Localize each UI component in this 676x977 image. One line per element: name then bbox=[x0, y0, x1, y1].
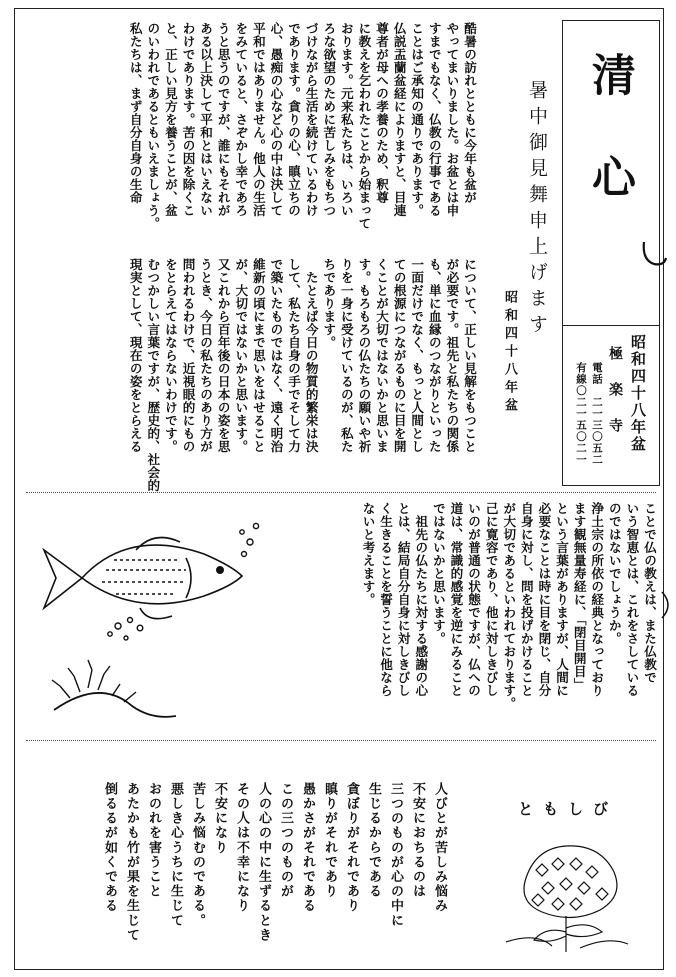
article-mid-col: 現実として、現在の姿をとらえる bbox=[127, 258, 143, 453]
article-bottom-col: という言葉がありますが、人間に bbox=[554, 502, 570, 697]
poem-line: 倒るるが如くである bbox=[102, 782, 117, 914]
article-mid-col: について、正しい見解をもつこと bbox=[462, 258, 477, 453]
article-top-col: やってまいりました。お盆とは申 bbox=[444, 22, 460, 217]
phone-number: 二一三〇五二 bbox=[591, 396, 603, 466]
article-mid-col: ての根源につながるものに目を開 bbox=[391, 258, 407, 453]
article-mid-col: ちであります。 bbox=[321, 258, 337, 349]
article-bottom-col: ます観無量寿経に、「閉目開目」 bbox=[571, 502, 587, 691]
transfer-number: 〇二一五〇二一 bbox=[575, 385, 587, 466]
article-mid-col: 問われるわけで、近視眼的にもの bbox=[180, 258, 196, 453]
article-mid bbox=[116, 258, 478, 492]
article-top-col: すまでもなく、仏教の行事である bbox=[426, 22, 442, 217]
poem-line: あたかも竹が果を生じて bbox=[124, 782, 139, 943]
article-top-col: のいわれであるともいえましょう。 bbox=[145, 22, 161, 230]
article-mid-col: りを一身に受けているのが、私た bbox=[338, 258, 354, 453]
article-bottom-col: ではないかと思います。 bbox=[430, 502, 446, 645]
poem-line: 不安になり bbox=[212, 782, 227, 855]
article-bottom bbox=[248, 502, 658, 730]
poem-line: 不安におちるのは bbox=[410, 782, 425, 899]
masthead-transfer bbox=[574, 362, 589, 466]
article-top-col: 私たちは、まず自分自身の生命 bbox=[127, 22, 143, 204]
article-top-col: をみていると、さぞかし幸であろ bbox=[233, 22, 249, 217]
poem-title: ともしび bbox=[518, 800, 619, 818]
poem-line: 愚かさがそれである bbox=[300, 782, 315, 914]
article-bottom-col: 祖先の仏たちに対する感謝の心 bbox=[413, 502, 429, 697]
greeting-line-1: 暑中御見舞申上げます bbox=[526, 80, 548, 340]
masthead-date: 昭和四十八年盆 bbox=[629, 334, 647, 453]
article-mid-col: が必要です。祖先と私たちの関係 bbox=[444, 258, 460, 453]
article-mid-col: が、大切ではないかと思います。 bbox=[233, 258, 249, 453]
poem-line: 人びとが苦しみ悩み bbox=[432, 782, 447, 914]
poem-line: 瞋りがそれであり bbox=[322, 782, 337, 899]
poem-line: 苦しみ悩むのである。 bbox=[190, 782, 205, 928]
article-top-col: に教えを乞われたことから始まって bbox=[356, 22, 372, 230]
article-bottom-col: 道は、常識的感覚を逆にみること bbox=[448, 502, 464, 697]
greeting-line-2: 昭和四十八年盆 bbox=[502, 290, 517, 416]
article-top-col: 尊者が母への孝養のため、釈尊 bbox=[374, 22, 390, 204]
article-top-col: 心、愚痴の心など心の中は決して bbox=[268, 22, 284, 217]
seaweed-icon bbox=[40, 612, 190, 727]
transfer-label: 有線 bbox=[575, 362, 587, 385]
article-mid-col: して、私たち自身の手でそして力 bbox=[286, 258, 302, 453]
article-mid-col: たとえば今日の物質的繁栄は決 bbox=[303, 258, 319, 453]
poem-line: 貪ぼりがそれであり bbox=[344, 782, 359, 914]
article-top-col: わけであります。苦の因を除くこ bbox=[180, 22, 196, 217]
article-mid-col: す。もろもろの仏たちの願いや祈 bbox=[356, 258, 372, 453]
article-mid-col: 又これから百年後の日本の姿を思 bbox=[215, 258, 231, 453]
article-bottom-col: ないと考えます。 bbox=[360, 502, 376, 606]
article-top-col: ろな欲望のために苦しみをもちつ bbox=[321, 22, 337, 217]
phone-label: 電話 bbox=[591, 362, 603, 385]
article-top-col: ある以上決して平和とはいえない bbox=[198, 22, 214, 217]
section-divider bbox=[26, 492, 656, 493]
article-top-col: であります。貪りの心、瞋立ちの bbox=[286, 22, 302, 217]
section-divider bbox=[26, 740, 656, 741]
article-bottom-col: 必要なことは時に目を閉じ、自分 bbox=[536, 502, 552, 697]
poem-line: その人は不幸になり bbox=[234, 782, 249, 914]
article-bottom-col: 浄土宗の所依の経典となっており bbox=[589, 502, 605, 697]
masthead-title bbox=[577, 52, 641, 256]
article-bottom-col: とは、結局自分自身に対しきびし bbox=[395, 502, 411, 697]
article-bottom-col: いのが普通の状態ですが、仏への bbox=[466, 502, 482, 697]
poem-line: この三つのものが bbox=[278, 782, 293, 899]
masthead-title-char-2: 心 bbox=[584, 154, 635, 256]
article-bottom-col: く生きることを誓うことに他なら bbox=[378, 502, 394, 697]
article-mid-col: 一面だけでなく、もっと人間とし bbox=[409, 258, 425, 453]
article-bottom-col: のではないでしょうか。 bbox=[606, 502, 622, 645]
article-bottom-col: が大切であるといわれております。 bbox=[501, 502, 517, 710]
article-bottom-col: ことで仏の教えは、また仏教で bbox=[642, 502, 657, 684]
article-bottom-col: いう智恵とは、これをさしている bbox=[624, 502, 640, 697]
page-notch-icon bbox=[660, 590, 676, 620]
article-bottom-col: 己に寛容であり、他に対しきびし bbox=[483, 502, 499, 697]
masthead-divider bbox=[562, 325, 659, 326]
article-top-col: 平和ではありません。他人の生活 bbox=[250, 22, 266, 217]
article-top-col: ことはご承知の通りであります。 bbox=[409, 22, 425, 217]
masthead-publisher: 極 楽 寺 bbox=[607, 346, 623, 436]
poem-line: 悪しき心うちに生じて bbox=[168, 782, 183, 928]
article-mid-col: むつかしい言葉ですが、歴史的、社会的 bbox=[145, 258, 161, 492]
article-top-col: 仏説盂蘭盆経によりますと、目連 bbox=[391, 22, 407, 217]
article-top-col: うと思うのですが、誰にもそれが bbox=[215, 22, 231, 217]
article-top-col: おります。元来私たちは、いろい bbox=[338, 22, 354, 217]
article-top-col: と、正しい見方を養うことが、盆 bbox=[162, 22, 178, 217]
article-mid-col: うとき、今日の私たちのあり方が bbox=[198, 258, 214, 453]
article-mid-col: も、単に血縁のつながりといった bbox=[426, 258, 442, 453]
article-top-col: づけながら生活を続けているわけ bbox=[303, 22, 319, 217]
article-mid-col: くことが大切ではないかと思いま bbox=[374, 258, 390, 453]
poem-line: 三つのものが心の中に bbox=[388, 782, 403, 928]
article-top bbox=[116, 22, 478, 250]
article-mid-col: 維新の頃にまで思いをはせること bbox=[250, 258, 266, 453]
poem-line: おのれを害うこと bbox=[146, 782, 161, 899]
masthead-title-char-1: 清 bbox=[584, 52, 635, 154]
article-top-col: 酷暑の訪れとともに今年も盆が bbox=[462, 22, 477, 204]
article-mid-col: をとらえてはならないわけです。 bbox=[162, 258, 178, 453]
poem-line: 人の心の中に生ずるとき bbox=[256, 782, 271, 943]
poem bbox=[30, 782, 450, 958]
masthead-phone bbox=[590, 362, 605, 466]
hydrangea-icon bbox=[496, 832, 636, 957]
article-mid-col: で築いたものではなく、遠く明治 bbox=[268, 258, 284, 453]
article-bottom-col: 自身に対し、問を投げかけること bbox=[518, 502, 534, 697]
title-ornament-icon bbox=[640, 238, 670, 272]
poem-line: 生じるからである bbox=[366, 782, 381, 899]
